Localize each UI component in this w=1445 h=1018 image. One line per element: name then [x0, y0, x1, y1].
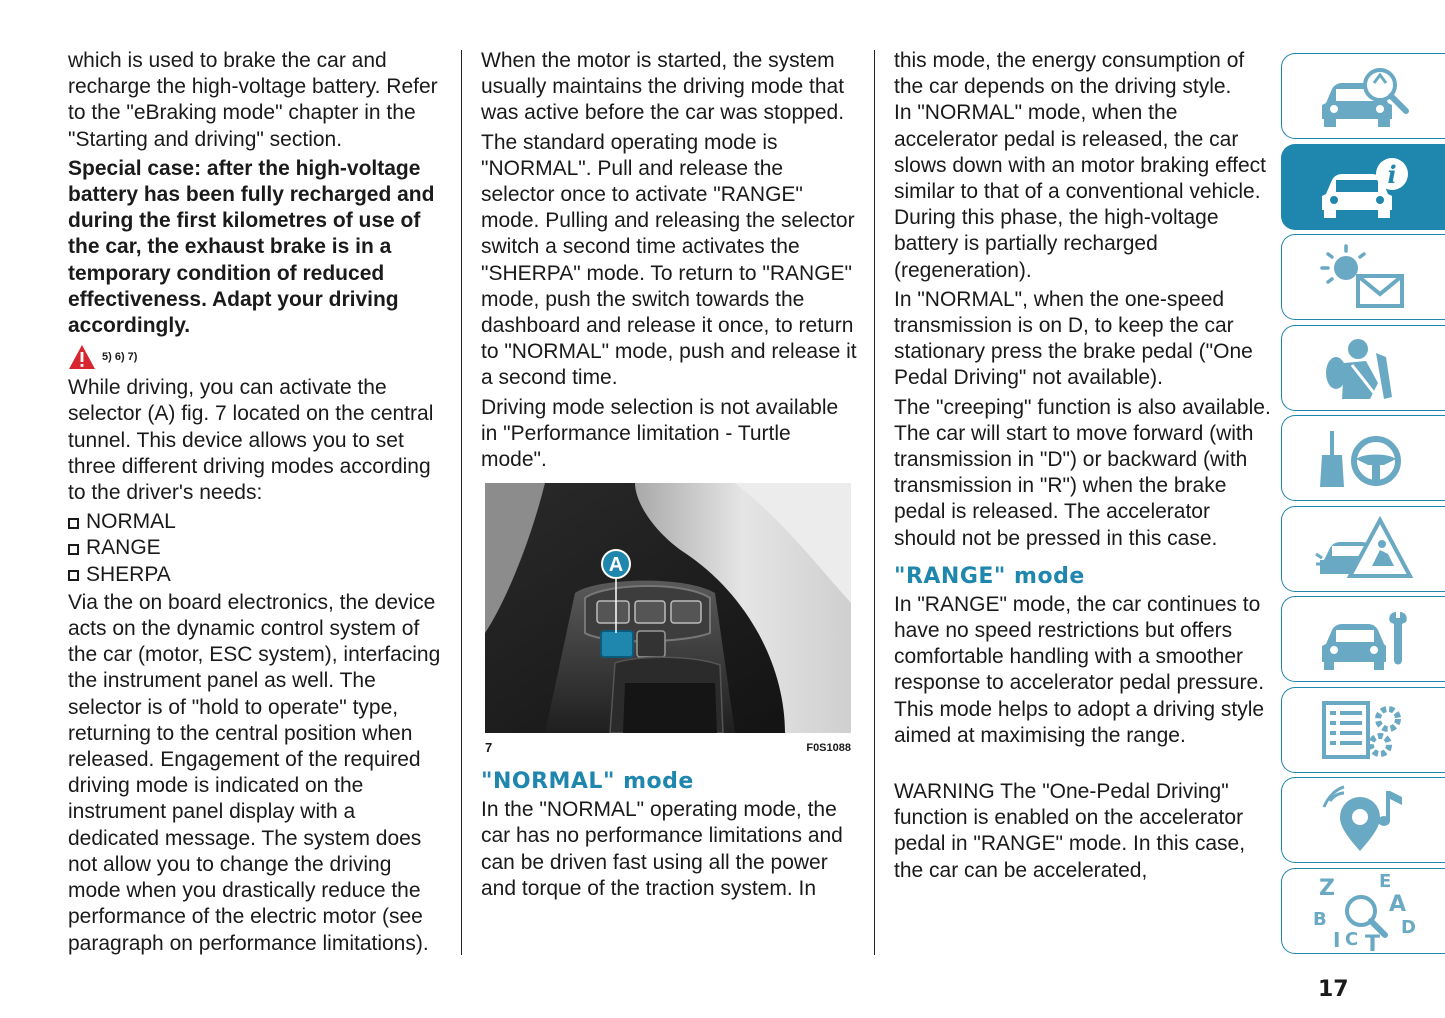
paragraph: In the "NORMAL" operating mode, the car has no performance limitations and can be driven fast using all the power and torque of the traction system. In	[481, 798, 843, 900]
list-item-label: RANGE	[86, 536, 161, 560]
paragraph: In "RANGE" mode, the car continues to have no speed restrictions but offers comfortable handling with a smoother response to accelerator pedal pressure. This mode helps to adopt a driving style aimed at maximising the range.	[894, 592, 1265, 747]
selector-photo-illustration	[485, 483, 851, 733]
paragraph: When the motor is started, the system usually maintains the driving mode that was active before the car was stopped.	[481, 49, 845, 125]
column-divider	[461, 50, 462, 955]
list-item	[68, 535, 448, 561]
warning-ref-numbers: 5) 6) 7)	[102, 351, 138, 364]
letter-b: B	[1312, 908, 1327, 930]
tab-index[interactable]	[1281, 868, 1445, 954]
paragraph: While driving, you can activate the selector (A) fig. 7 located on the central tunnel. This device allows you to set three different driving modes according to the driver's needs:	[68, 376, 434, 505]
figure-number: 7	[485, 740, 493, 756]
figure-callout-a: A	[608, 554, 624, 577]
tab-car-search[interactable]	[1281, 53, 1445, 139]
section-tabs	[1281, 53, 1445, 958]
figure-caption	[485, 735, 851, 757]
paragraph: Driving mode selection is not available in "Performance limitation - Turtle mode".	[481, 395, 839, 472]
column-2	[481, 48, 859, 905]
car-warning-icon	[1314, 514, 1414, 584]
car-wrench-icon	[1314, 604, 1414, 674]
list-item-label: NORMAL	[86, 510, 176, 534]
mode-list	[68, 509, 448, 588]
checkbox-bullet-icon	[68, 570, 79, 581]
warning-paragraph: WARNING The "One-Pedal Driving" function is enabled on the accelerator pedal in "RANGE" mode. In this case, the car can be accelerated,	[894, 780, 1246, 882]
letter-d: D	[1400, 916, 1416, 938]
tab-lights-messages[interactable]	[1281, 234, 1445, 320]
letter-t: T	[1364, 931, 1380, 951]
letter-i: I	[1332, 927, 1340, 951]
tab-airbag-seat[interactable]	[1281, 325, 1445, 411]
paragraph: Via the on board electronics, the device acts on the dynamic control system of the car (motor, ESC system), interfacing the instrument panel as well. The selector is of "hold to operate" type, returning to the central position when released. Engagement of the required driving mode is indicated on the instrument panel display with a dedicated message. The system does not allow you to change the driving mode when you drastically reduce the performance of the electric motor (see paragraph on performance limitations).	[68, 590, 441, 955]
list-item	[68, 509, 448, 535]
page-number: 17	[1318, 977, 1349, 1002]
figure-7-photo	[485, 483, 851, 733]
tab-key-steering[interactable]	[1281, 415, 1445, 501]
paragraph: In "NORMAL", when the one-speed transmission is on D, to keep the car stationary press the brake pedal ("One Pedal Driving" not available).	[894, 287, 1253, 390]
svg-text:i: i	[1386, 159, 1397, 189]
paragraph: In "NORMAL" mode, when the accelerator pedal is released, the car slows down with an motor braking effect similar to that of a conventional vehicle. During this phase, the high-voltage battery is partially recharged (regeneration).	[894, 101, 1266, 282]
tab-car-warning[interactable]	[1281, 506, 1445, 592]
column-divider	[874, 50, 875, 955]
alphabet-search-icon	[1309, 871, 1419, 951]
list-item	[68, 562, 448, 588]
column-1	[68, 48, 448, 960]
tab-car-info[interactable]	[1281, 144, 1445, 230]
tab-multimedia[interactable]	[1281, 777, 1445, 863]
paragraph: which is used to brake the car and recharge the high-voltage battery. Refer to the "eBraking mode" chapter in the "Starting and driving" section.	[68, 49, 438, 151]
column-3	[894, 48, 1274, 887]
paragraph: The "creeping" function is also available. The car will start to move forward (with transmission in "D") or backward (with transmission in "R") when the brake pedal is released. The accelerator should not be pressed in this case.	[894, 395, 1271, 550]
letter-a: A	[1388, 891, 1406, 917]
tab-car-service[interactable]	[1281, 596, 1445, 682]
letter-c: C	[1344, 928, 1358, 950]
lights-message-icon	[1314, 242, 1414, 312]
range-mode-heading: "RANGE" mode	[894, 563, 1085, 589]
checkbox-bullet-icon	[68, 518, 79, 529]
figure-code: F0S1088	[806, 742, 851, 755]
paragraph: this mode, the energy consumption of the car depends on the driving style.	[894, 49, 1245, 99]
music-location-icon	[1314, 785, 1414, 855]
airbag-seat-icon	[1314, 333, 1414, 403]
paragraph: The standard operating mode is "NORMAL". Pull and release the selector once to activate "RANGE" mode. Pulling and releasing the selector switch a second time activates the "SHERPA" mode. To return to "RANGE" mode, push the switch towards the dashboard and release it once, to return to "NORMAL" mode, push and release it a second time.	[481, 130, 857, 390]
list-item-label: SHERPA	[86, 562, 171, 586]
letter-e: E	[1378, 870, 1391, 892]
bold-warning-paragraph: Special case: after the high-voltage battery has been fully recharged and during the first kilometres of use of the car, the exhaust brake is in a temporary condition of reduced effectiveness. Adapt your driving accordingly.	[68, 156, 435, 338]
warning-triangle-icon	[68, 344, 96, 370]
warning-references	[68, 342, 448, 372]
car-search-icon	[1314, 61, 1414, 131]
tab-specifications[interactable]	[1281, 687, 1445, 773]
key-steering-icon	[1314, 423, 1414, 493]
checkbox-bullet-icon	[68, 544, 79, 555]
car-info-icon	[1314, 152, 1414, 222]
list-gears-icon	[1314, 695, 1414, 765]
normal-mode-heading: "NORMAL" mode	[481, 769, 694, 795]
letter-z: Z	[1318, 875, 1335, 901]
